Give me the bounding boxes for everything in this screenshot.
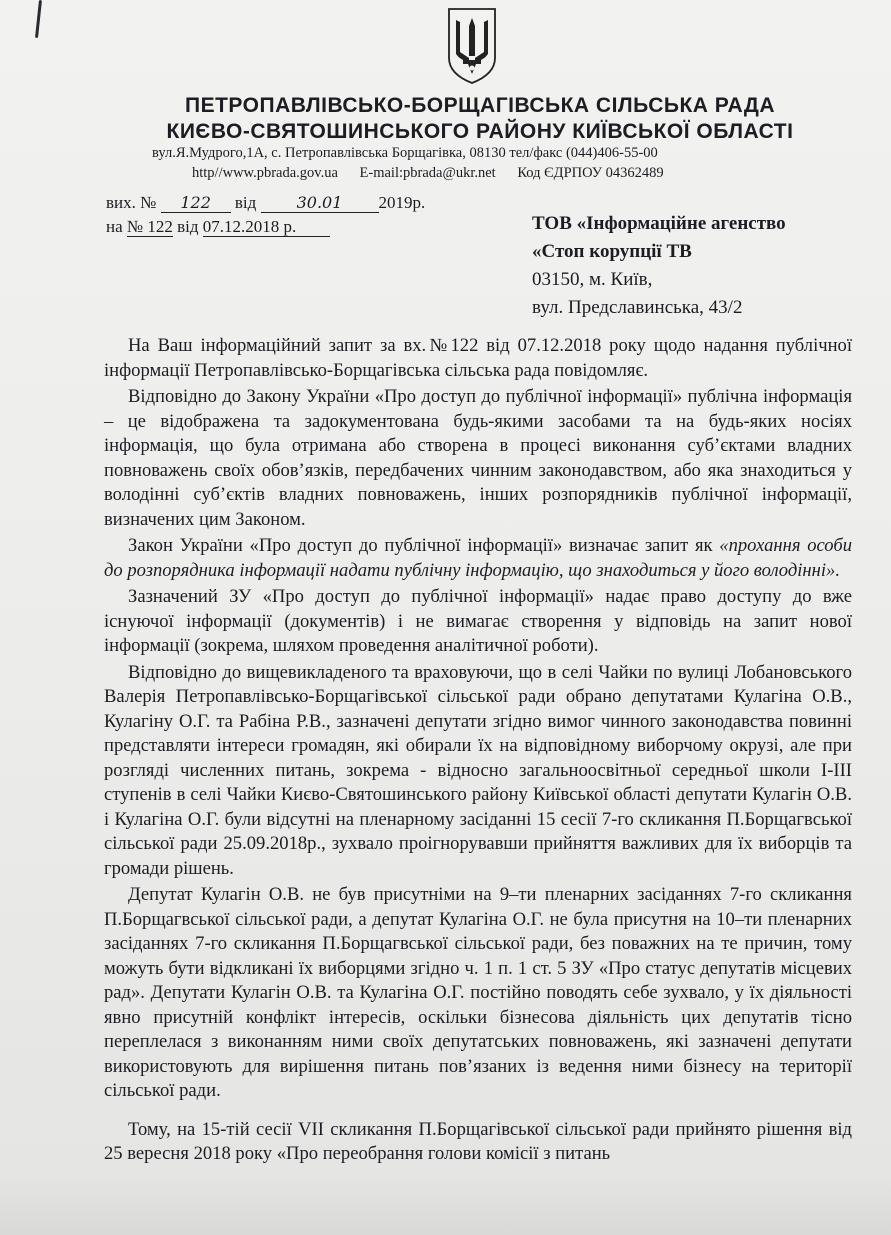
incoming-prefix: на	[106, 217, 123, 236]
outgoing-date-label: від	[234, 193, 257, 212]
pen-mark	[35, 0, 42, 38]
paragraph-3-quote: «прохання особи до розпорядника інформації надати публічну інформацію, що знаходиться у його володінні».	[104, 535, 852, 581]
paragraph-1: На Ваш інформаційний запит за вх.№122 від 07.12.2018 року щодо надання публічної інформації Петропавлівсько-Борщагівська сільська рада повідомляє.	[104, 335, 852, 381]
email-text: E-mail:pbrada@ukr.net	[359, 165, 496, 181]
organization-contacts	[192, 165, 664, 182]
outgoing-year: 2019р.	[378, 193, 426, 212]
recipient-name-line2: «Стоп корупції ТВ	[532, 241, 692, 262]
organization-address: вул.Я.Мудрого,1А, с. Петропавлівська Борщагівка, 08130 тел/факс (044)406-55-00	[152, 145, 658, 161]
paragraph-4: Зазначений ЗУ «Про доступ до публічної інформації» надає право доступу до вже існуючої інформації (документів) і не вимагає створення у відповідь на запит нової інформації (зокрема, шляхом проведення аналітичної роботи).	[104, 586, 852, 656]
trident-emblem-icon	[446, 6, 498, 86]
incoming-number: № 122	[126, 217, 173, 236]
paragraph-3-text: Закон України «Про доступ до публічної інформації» визначає запит як	[128, 535, 720, 556]
letter-body	[104, 334, 852, 1169]
incoming-reference-line	[106, 217, 330, 237]
edrpou-code: Код ЄДРПОУ 04362489	[517, 165, 664, 181]
paragraph-5: Відповідно до вищевикладеного та враховуючи, що в селі Чайки по вулиці Лобановського Валерія Петропавлівсько-Борщагівської сільської ради обрано депутатами Кулагіна О.В., Кулагіну О.Г. та Рабіна Р.В., зазначені депутати згідно вимог чинного законодавства повинні представляти інтереси громадян, які обирали їх на відповідному виборчому окрузі, але при розгляді численних питань, зокрема - відносно загальноосвітньої середньої школи І-ІІІ ступенів в селі Чайки Києво-Святошинського району Київської області депутати Кулагін О.В. і Кулагіна О.Г. були відсутні на пленарному засіданні 15 сесії 7-го скликання П.Борщагвської сільської ради 25.09.2018р., зухвало проігнорувавши прийняття важливих для їх виборців та громади рішень.	[104, 661, 852, 879]
organization-district: КИЄВО-СВЯТОШИНСЬКОГО РАЙОНУ КИЇВСЬКОЇ ОБЛАСТІ	[166, 120, 794, 143]
outgoing-number: 122	[161, 193, 231, 213]
organization-name: ПЕТРОПАВЛІВСЬКО-БОРЩАГІВСЬКА СІЛЬСЬКА РАДА	[184, 94, 776, 117]
outgoing-prefix: вих. №	[106, 193, 157, 212]
recipient-block	[532, 210, 786, 322]
recipient-name-line1: ТОВ «Інформаційне агенство	[532, 213, 786, 234]
website-text: http//www.pbrada.gov.ua	[192, 165, 338, 181]
paragraph-3	[104, 534, 852, 583]
recipient-city: 03150, м. Київ,	[532, 269, 653, 290]
outgoing-number-line	[106, 193, 425, 213]
paragraph-7: Тому, на 15-тій сесії VII скликання П.Борщагівської сільської ради прийнято рішення від 25 вересня 2018 року «Про переобрання голови комісії з питань	[104, 1118, 852, 1164]
outgoing-date: 30.01	[261, 193, 379, 213]
recipient-street: вул. Предславинська, 43/2	[532, 297, 743, 318]
paragraph-2: Відповідно до Закону України «Про доступ до публічної інформації» публічна інформація – це відображена та задокументована будь-якими засобами та на будь-яких носіях інформація, що була отримана або створена в процесі виконання суб’єктами владних повноважень своїх обов’язків, передбачених чинним законодавством, або яка знаходиться у володінні суб’єктів владних повноважень, інших розпорядників публічної інформації, визначених цим Законом.	[104, 386, 852, 530]
paragraph-6: Депутат Кулагін О.В. не був присутніми на 9–ти пленарних засіданнях 7-го скликання П.Борщагвської сільської ради, а депутат Кулагіна О.Г. не була присутня на 10–ти пленарних засіданнях 7-го скликання П.Борщагвської сільської ради, без поважних на те причин, тому можуть бути відкликані їх виборцями згідно ч. 1 п. 1 ст. 5 ЗУ «Про статус депутатів місцевих рад». Депутати Кулагін О.В. та Кулагіна О.Г. постійно поводять себе зухвало, у їх діяльності явно присутній конфлікт інтересів, оскільки бізнесова діяльність цих депутатів тісно переплелася з виконанням ними своїх депутатських повноважень, які зазначені депутати використовують для вирішення питань пов’язаних із ведення ними бізнесу на території сільської ради.	[104, 884, 852, 1101]
incoming-date: 07.12.2018 р.	[203, 217, 331, 237]
photo-shadow	[0, 1175, 891, 1235]
incoming-date-label: від	[177, 217, 199, 236]
